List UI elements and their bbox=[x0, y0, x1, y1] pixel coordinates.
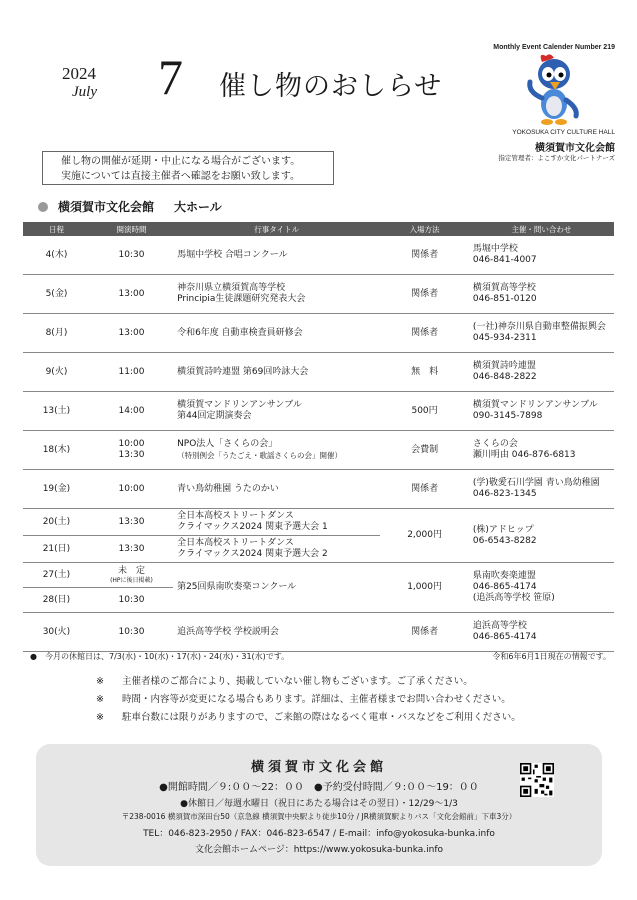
organizer-name: 追浜高等学校 bbox=[472, 621, 527, 631]
event-organizer bbox=[469, 275, 614, 314]
table-row bbox=[23, 314, 614, 353]
event-date: 28(日) bbox=[23, 588, 90, 613]
event-title-line: Principia生徒課題研究発表大会 bbox=[177, 294, 306, 304]
footer-website: 文化会館ホームページ：https://www.yokosuka-bunka.info bbox=[194, 845, 444, 855]
event-time-start: 10:00 bbox=[118, 439, 145, 449]
qr-code-icon bbox=[520, 763, 554, 797]
event-time: 13:00 bbox=[90, 314, 173, 353]
note-item bbox=[96, 691, 521, 709]
note-text: 主催者様のご都合により、掲載していない催し物もございます。ご了承ください。 bbox=[122, 676, 473, 687]
venue-name: 横須賀市文化会館 bbox=[58, 200, 155, 214]
event-title bbox=[173, 314, 380, 353]
event-entry: 500円 bbox=[380, 392, 469, 431]
event-time bbox=[90, 431, 173, 470]
manager-label: 指定管理者：よこすか文化パートナーズ bbox=[498, 154, 615, 162]
event-date: 27(土) bbox=[23, 563, 90, 588]
event-entry: 関係者 bbox=[380, 314, 469, 353]
event-organizer bbox=[469, 314, 614, 353]
organizer-phone: 046-865-4174 bbox=[472, 632, 537, 642]
header-organizer: 主催・問い合わせ bbox=[469, 222, 614, 236]
event-date: 13(土) bbox=[23, 392, 90, 431]
closed-days-note: ● 今月の休館日は、7/3(水)・10(水)・17(水)・24(水)・31(水)です。 bbox=[30, 652, 290, 661]
hall-name-english: YOKOSUKA CITY CULTURE HALL bbox=[512, 129, 615, 136]
notice-line: 催し物の開催が延期・中止になる場合がございます。 bbox=[61, 156, 301, 167]
event-time: 10:00 bbox=[90, 470, 173, 509]
organizer-phone: 046-851-0120 bbox=[472, 294, 537, 304]
table-row bbox=[23, 353, 614, 392]
header-time: 開演時間 bbox=[90, 222, 173, 236]
organizer-name: (一社)神奈川県自動車整備振興会 bbox=[472, 322, 606, 332]
organizer-name: さくらの会 bbox=[472, 439, 518, 449]
year: 2024 bbox=[62, 64, 96, 83]
event-date: 5(金) bbox=[23, 275, 90, 314]
event-time: 11:00 bbox=[90, 353, 173, 392]
table-row bbox=[23, 431, 614, 470]
event-title-line: 青い鳥幼稚園 うたのかい bbox=[177, 483, 279, 494]
header-date: 日程 bbox=[23, 222, 90, 236]
organizer-name: 馬堀中学校 bbox=[472, 244, 518, 254]
event-date: 18(木) bbox=[23, 431, 90, 470]
bullet-icon bbox=[38, 202, 48, 212]
event-organizer bbox=[469, 431, 614, 470]
event-title bbox=[173, 236, 380, 275]
event-title-line: 全日本高校ストリートダンス bbox=[177, 538, 294, 548]
event-time bbox=[90, 563, 173, 588]
note-text: 時間・内容等が変更になる場合もあります。詳細は、主催者様までお問い合わせください。 bbox=[122, 694, 511, 705]
organizer-note: (追浜高等学校 笹原) bbox=[472, 593, 555, 603]
event-entry: 1,000円 bbox=[380, 563, 469, 613]
event-table bbox=[23, 222, 614, 652]
note-text: 駐車台数には限りがありますので、ご来館の際はなるべく電車・バスなどをご利用ください。 bbox=[122, 712, 521, 723]
organizer-name: (株)アドヒップ bbox=[472, 524, 534, 535]
table-row bbox=[23, 236, 614, 275]
venue-heading bbox=[38, 198, 222, 215]
footer-address: 〒238-0016 横須賀市深田台50（京急線 横須賀中央駅より徒歩10分 / JR横須賀駅よりバス「文化会館前」下車3分） bbox=[121, 812, 517, 821]
organizer-phone: 090-3145-7898 bbox=[472, 411, 543, 421]
mascot-icon bbox=[520, 52, 590, 126]
table-row bbox=[23, 392, 614, 431]
organizer-name: 横須賀マンドリンアンサンブル bbox=[472, 400, 598, 410]
event-title-line: 馬堀中学校 合唱コンクール bbox=[177, 249, 288, 260]
footer-hours: ●開館時間／９:００～22：００ ●予約受付時間／９:００～19：００ bbox=[159, 782, 479, 793]
event-organizer bbox=[469, 353, 614, 392]
organizer-name: (学)敬愛石川学園 青い鳥幼稚園 bbox=[472, 478, 600, 488]
note-item bbox=[96, 673, 521, 691]
event-title bbox=[173, 470, 380, 509]
event-time: 13:30 bbox=[90, 536, 173, 563]
table-row bbox=[23, 275, 614, 314]
event-title-line: 第44回定期演奏会 bbox=[177, 411, 252, 421]
note-item bbox=[96, 709, 521, 727]
venue-hall: 大ホール bbox=[174, 200, 222, 214]
event-time: 13:00 bbox=[90, 275, 173, 314]
event-title bbox=[173, 353, 380, 392]
month-number: 7 bbox=[158, 49, 183, 105]
footer-contact: TEL：046-823-2950 / FAX：046-823-6547 / E-mail：info@yokosuka-bunka.info bbox=[143, 829, 495, 839]
event-date: 19(金) bbox=[23, 470, 90, 509]
note-mark: ※ bbox=[96, 712, 104, 723]
event-time: 10:30 bbox=[90, 236, 173, 275]
event-title-line: 全日本高校ストリートダンス bbox=[177, 511, 294, 521]
event-title bbox=[173, 536, 380, 563]
event-organizer bbox=[469, 613, 614, 652]
event-organizer bbox=[469, 392, 614, 431]
event-entry: 関係者 bbox=[380, 613, 469, 652]
event-title bbox=[173, 275, 380, 314]
event-entry: 無 料 bbox=[380, 353, 469, 392]
event-title-line: 追浜高等学校 学校説明会 bbox=[177, 626, 279, 637]
event-title-line: （特別例会「うたごえ・歌謡さくらの会」開催） bbox=[177, 451, 343, 460]
note-mark: ※ bbox=[96, 676, 104, 687]
organizer-phone: 瀬川明由 046-876-6813 bbox=[472, 450, 576, 460]
table-row bbox=[23, 563, 614, 588]
event-title bbox=[173, 431, 380, 470]
event-title-line: NPO法人「さくらの会」 bbox=[177, 439, 278, 449]
month-english: July bbox=[72, 84, 97, 100]
organizer-name: 県南吹奏楽連盟 bbox=[472, 571, 536, 581]
header-entry: 入場方法 bbox=[380, 222, 469, 236]
table-row bbox=[23, 509, 614, 536]
organizer-phone: 045-934-2311 bbox=[472, 333, 537, 343]
event-organizer bbox=[469, 509, 614, 563]
event-title: 第25回県南吹奏楽コンクール bbox=[173, 563, 380, 613]
event-entry: 会費制 bbox=[380, 431, 469, 470]
organizer-phone: 06-6543-8282 bbox=[472, 535, 537, 546]
event-title bbox=[173, 613, 380, 652]
event-title-line: クライマックス2024 関東予選大会 2 bbox=[177, 549, 328, 559]
event-date: 30(火) bbox=[23, 613, 90, 652]
event-title-line: 横須賀詩吟連盟 第69回吟詠大会 bbox=[177, 366, 309, 377]
event-title-line: クライマックス2024 関東予選大会 1 bbox=[177, 522, 328, 532]
event-entry: 関係者 bbox=[380, 236, 469, 275]
event-entry: 2,000円 bbox=[380, 509, 469, 563]
table-row bbox=[23, 613, 614, 652]
event-title-line: 令和6年度 自動車検査員研修会 bbox=[177, 327, 303, 338]
event-date: 8(月) bbox=[23, 314, 90, 353]
event-date: 20(土) bbox=[23, 509, 90, 536]
event-organizer bbox=[469, 236, 614, 275]
hall-name: 横須賀市文化会館 bbox=[535, 143, 615, 154]
event-date: 21(日) bbox=[23, 536, 90, 563]
event-time: 14:00 bbox=[90, 392, 173, 431]
event-organizer bbox=[469, 563, 614, 613]
event-time-start: 未 定 bbox=[117, 566, 145, 576]
as-of-date: 令和6年6月1日現在の情報です。 bbox=[492, 652, 611, 661]
organizer-phone: 046-848-2822 bbox=[472, 372, 537, 382]
footer-box bbox=[36, 744, 602, 866]
event-date: 9(火) bbox=[23, 353, 90, 392]
event-organizer bbox=[469, 470, 614, 509]
event-title-line: 横須賀マンドリンアンサンブル bbox=[177, 400, 302, 410]
organizer-name: 横須賀高等学校 bbox=[472, 283, 536, 293]
organizer-phone: 046-823-1345 bbox=[472, 489, 537, 499]
event-title bbox=[173, 392, 380, 431]
organizer-name: 横須賀詩吟連盟 bbox=[472, 361, 536, 371]
event-time: 10:30 bbox=[90, 613, 173, 652]
event-time-start: 13:30 bbox=[118, 450, 145, 460]
table-header bbox=[23, 222, 614, 236]
event-entry: 関係者 bbox=[380, 470, 469, 509]
organizer-phone: 046-865-4174 bbox=[472, 582, 537, 592]
event-time: 13:30 bbox=[90, 509, 173, 536]
footer-title: 横須賀市文化会館 bbox=[250, 760, 387, 775]
page-title: 催し物のおしらせ bbox=[219, 71, 443, 102]
event-title bbox=[173, 509, 380, 536]
notice-line: 実施については直接主催者へ確認をお願い致します。 bbox=[61, 171, 300, 182]
event-date: 4(木) bbox=[23, 236, 90, 275]
footer-closed: ●休館日／毎週水曜日（祝日にあたる場合はその翌日）・12/29～1/3 bbox=[180, 799, 458, 809]
event-title-line: 神奈川県立横須賀高等学校 bbox=[177, 283, 286, 293]
note-mark: ※ bbox=[96, 694, 104, 705]
calendar-number-label: Monthly Event Calender Number 219 bbox=[493, 44, 615, 51]
notes-list bbox=[96, 673, 521, 727]
event-time-note: (HPに後日掲載) bbox=[110, 577, 153, 584]
event-entry: 関係者 bbox=[380, 275, 469, 314]
table-row bbox=[23, 470, 614, 509]
notice-box bbox=[42, 151, 334, 185]
header-title: 行事タイトル bbox=[173, 222, 380, 236]
organizer-phone: 046-841-4007 bbox=[472, 255, 537, 265]
event-time: 10:30 bbox=[90, 588, 173, 613]
